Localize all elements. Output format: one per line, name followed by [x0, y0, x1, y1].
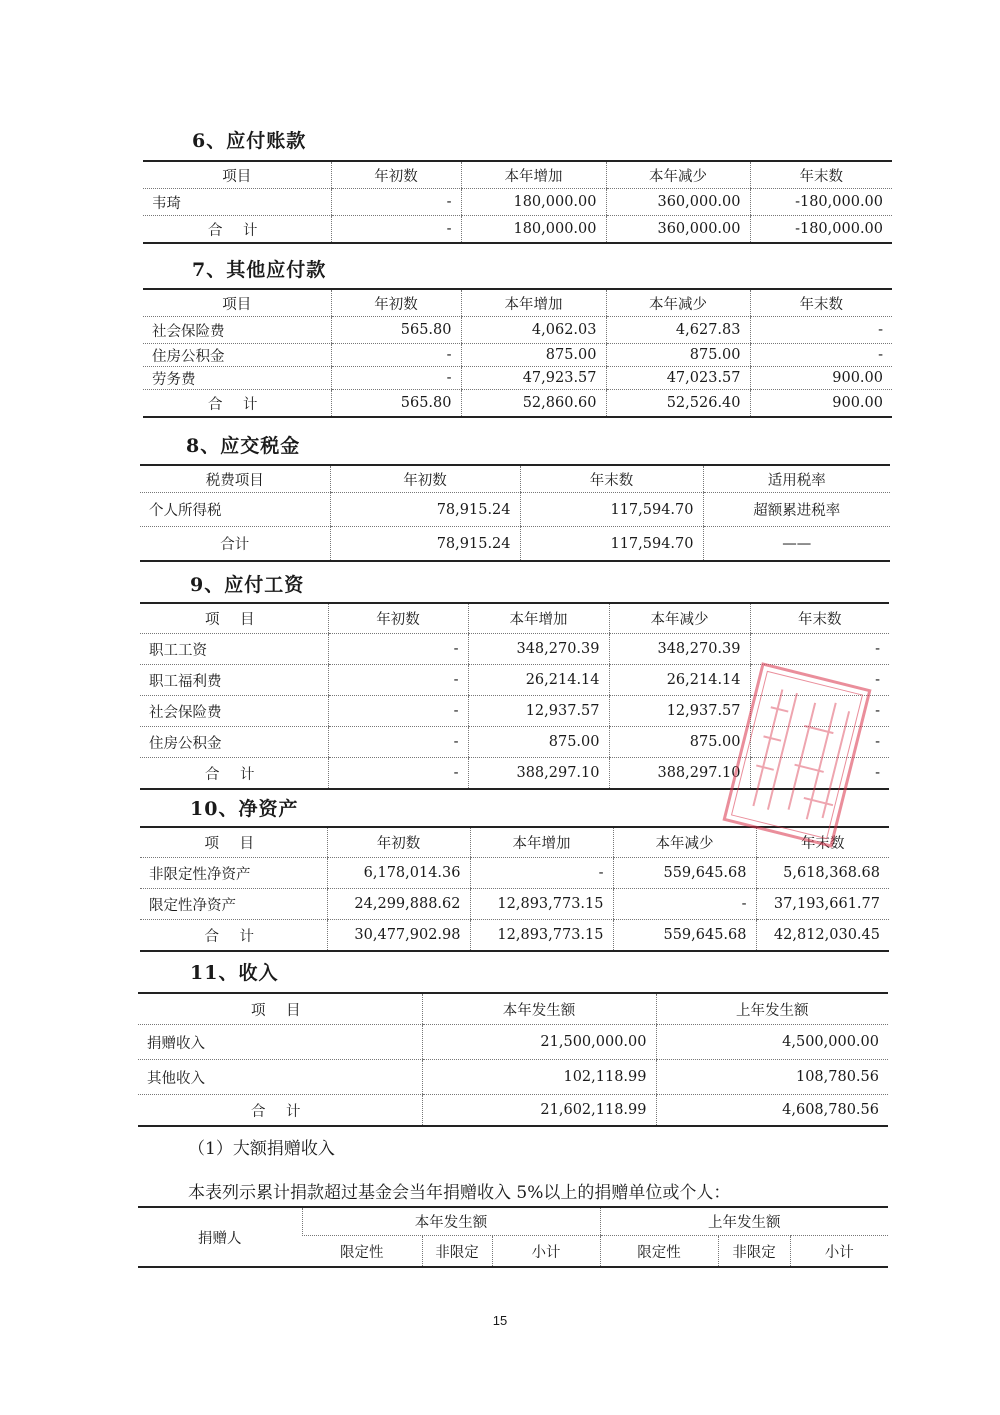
- cell-value: 180,000.00: [461, 189, 606, 216]
- col-header: 小计: [492, 1236, 600, 1268]
- table-row: [140, 493, 890, 527]
- cell-value: 21,500,000.00: [422, 1025, 656, 1060]
- cell-value: 559,645.68: [613, 920, 756, 952]
- cell-value: 47,023.57: [606, 367, 750, 390]
- cell-value: 5,618,368.68: [756, 858, 889, 889]
- cell-value: -: [331, 189, 461, 216]
- col-header: 本年增加: [470, 827, 613, 858]
- cell-value: 108,780.56: [656, 1060, 888, 1095]
- cell-value: -180,000.00: [750, 216, 892, 244]
- col-header: 年初数: [331, 161, 461, 189]
- cell-value: -180,000.00: [750, 189, 892, 216]
- cell-value: 180,000.00: [461, 216, 606, 244]
- col-header: 本年增加: [468, 603, 609, 634]
- table-large-donors: [138, 1206, 888, 1268]
- large-donations-description: 本表列示累计捐款超过基金会当年捐赠收入 5%以上的捐赠单位或个人：: [188, 1183, 731, 1203]
- table-row-total: [140, 758, 889, 790]
- cell-value: -: [328, 696, 468, 727]
- col-header: 本年增加: [461, 289, 606, 317]
- cell-value: -: [750, 758, 889, 790]
- col-header: 项 目: [140, 603, 328, 634]
- section-title-other-payables: 7、其他应付款: [192, 259, 327, 281]
- col-header: 项 目: [138, 993, 422, 1025]
- col-header: 小计: [790, 1236, 888, 1268]
- cell-value: 360,000.00: [606, 189, 750, 216]
- col-header: 非限定: [422, 1236, 492, 1268]
- table-row: [138, 1060, 888, 1095]
- row-label: 合 计: [140, 920, 327, 952]
- col-header: 本年减少: [606, 161, 750, 189]
- table-row-total: [140, 527, 890, 562]
- cell-value: 875.00: [461, 344, 606, 367]
- row-label: 住房公积金: [140, 727, 328, 758]
- col-header-current-year: 本年发生额: [302, 1207, 600, 1236]
- col-header-donor: 捐赠人: [138, 1207, 302, 1267]
- col-header: 项目: [143, 161, 331, 189]
- cell-value: -: [328, 727, 468, 758]
- cell-value: 565.80: [331, 317, 461, 344]
- page-number: 15: [492, 1313, 508, 1328]
- table-row: [140, 889, 889, 920]
- row-label: 限定性净资产: [140, 889, 327, 920]
- cell-value: -: [331, 344, 461, 367]
- cell-value: 388,297.10: [468, 758, 609, 790]
- col-header: 年初数: [327, 827, 470, 858]
- col-header: 项目: [143, 289, 331, 317]
- row-label: 合 计: [140, 758, 328, 790]
- col-header: 年末数: [750, 289, 892, 317]
- table-row-total: [140, 920, 889, 952]
- cell-value: 47,923.57: [461, 367, 606, 390]
- row-label: 合计: [140, 527, 330, 562]
- cell-value: -: [613, 889, 756, 920]
- table-taxes-payable: [140, 464, 890, 562]
- col-header: 项 目: [140, 827, 327, 858]
- row-label: 劳务费: [143, 367, 331, 390]
- row-label: 韦琦: [143, 189, 331, 216]
- col-header: 年初数: [331, 289, 461, 317]
- section-title-net-assets: 10、净资产: [190, 798, 299, 820]
- cell-value: -: [750, 665, 889, 696]
- cell-value: 4,627.83: [606, 317, 750, 344]
- row-label: 捐赠收入: [138, 1025, 422, 1060]
- cell-value: -: [331, 367, 461, 390]
- cell-value: -: [750, 727, 889, 758]
- table-income: [138, 992, 888, 1127]
- subsection-large-donations: （1）大额捐赠收入: [188, 1139, 335, 1159]
- cell-value: 52,860.60: [461, 390, 606, 418]
- col-header: 本年增加: [461, 161, 606, 189]
- cell-value: 360,000.00: [606, 216, 750, 244]
- table-row: [140, 858, 889, 889]
- cell-value: 12,937.57: [468, 696, 609, 727]
- table-row: [143, 189, 892, 216]
- row-label: 合 计: [138, 1095, 422, 1127]
- col-header: 非限定: [718, 1236, 790, 1268]
- table-row: [140, 665, 889, 696]
- table-other-payables: [143, 288, 892, 418]
- cell-value: -: [750, 696, 889, 727]
- table-wages-payable: [140, 602, 889, 790]
- row-label: 职工工资: [140, 634, 328, 665]
- row-label: 社会保险费: [140, 696, 328, 727]
- col-header-previous-year: 上年发生额: [600, 1207, 888, 1236]
- cell-value: -: [331, 216, 461, 244]
- table-row: [140, 696, 889, 727]
- section-title-wages-payable: 9、应付工资: [190, 574, 305, 596]
- col-header: 年初数: [328, 603, 468, 634]
- table-row-total: [138, 1095, 888, 1127]
- cell-value: -: [750, 634, 889, 665]
- cell-value: 30,477,902.98: [327, 920, 470, 952]
- cell-value: -: [328, 634, 468, 665]
- cell-value: 12,893,773.15: [470, 920, 613, 952]
- table-row: [143, 317, 892, 344]
- cell-value: 21,602,118.99: [422, 1095, 656, 1127]
- col-header: 限定性: [600, 1236, 718, 1268]
- row-label: 个人所得税: [140, 493, 330, 527]
- col-header: 本年减少: [613, 827, 756, 858]
- cell-value: 102,118.99: [422, 1060, 656, 1095]
- cell-value: 52,526.40: [606, 390, 750, 418]
- cell-value: -: [328, 758, 468, 790]
- col-header: 年末数: [520, 465, 703, 493]
- col-header: 年初数: [330, 465, 520, 493]
- cell-value: 4,608,780.56: [656, 1095, 888, 1127]
- cell-value: 4,500,000.00: [656, 1025, 888, 1060]
- section-title-accounts-payable: 6、应付账款: [192, 130, 307, 152]
- col-header: 适用税率: [703, 465, 890, 493]
- cell-value: -: [750, 317, 892, 344]
- row-label: 非限定性净资产: [140, 858, 327, 889]
- col-header: 本年发生额: [422, 993, 656, 1025]
- cell-value: 12,893,773.15: [470, 889, 613, 920]
- col-header: 上年发生额: [656, 993, 888, 1025]
- cell-value: 565.80: [331, 390, 461, 418]
- cell-value: 117,594.70: [520, 493, 703, 527]
- cell-value: 117,594.70: [520, 527, 703, 562]
- cell-value: 348,270.39: [468, 634, 609, 665]
- cell-value: 24,299,888.62: [327, 889, 470, 920]
- table-net-assets: [140, 826, 889, 952]
- table-row-total: [143, 390, 892, 418]
- cell-value: 26,214.14: [468, 665, 609, 696]
- table-row: [143, 367, 892, 390]
- col-header: 本年减少: [609, 603, 750, 634]
- row-label: 其他收入: [138, 1060, 422, 1095]
- cell-value: 超额累进税率: [703, 493, 890, 527]
- table-row: [143, 344, 892, 367]
- cell-value: 12,937.57: [609, 696, 750, 727]
- col-header: 限定性: [302, 1236, 422, 1268]
- cell-value: 37,193,661.77: [756, 889, 889, 920]
- table-row: [138, 1025, 888, 1060]
- cell-value: 42,812,030.45: [756, 920, 889, 952]
- cell-value: ——: [703, 527, 890, 562]
- col-header: 税费项目: [140, 465, 330, 493]
- table-row: [140, 634, 889, 665]
- cell-value: 900.00: [750, 367, 892, 390]
- row-label: 住房公积金: [143, 344, 331, 367]
- cell-value: 6,178,014.36: [327, 858, 470, 889]
- col-header: 本年减少: [606, 289, 750, 317]
- section-title-taxes-payable: 8、应交税金: [186, 435, 301, 457]
- cell-value: 875.00: [606, 344, 750, 367]
- row-label: 职工福利费: [140, 665, 328, 696]
- cell-value: -: [328, 665, 468, 696]
- cell-value: 78,915.24: [330, 527, 520, 562]
- table-accounts-payable: [143, 160, 892, 244]
- cell-value: 348,270.39: [609, 634, 750, 665]
- row-label: 合 计: [143, 390, 331, 418]
- cell-value: 559,645.68: [613, 858, 756, 889]
- col-header: 年末数: [750, 603, 889, 634]
- cell-value: -: [470, 858, 613, 889]
- cell-value: 875.00: [609, 727, 750, 758]
- col-header: 年末数: [750, 161, 892, 189]
- table-row: [140, 727, 889, 758]
- col-header: 年末数: [756, 827, 889, 858]
- row-label: 合 计: [143, 216, 331, 244]
- cell-value: 26,214.14: [609, 665, 750, 696]
- cell-value: 4,062.03: [461, 317, 606, 344]
- row-label: 社会保险费: [143, 317, 331, 344]
- cell-value: -: [750, 344, 892, 367]
- section-title-income: 11、收入: [190, 962, 279, 984]
- table-row-total: [143, 216, 892, 244]
- cell-value: 78,915.24: [330, 493, 520, 527]
- cell-value: 875.00: [468, 727, 609, 758]
- cell-value: 388,297.10: [609, 758, 750, 790]
- cell-value: 900.00: [750, 390, 892, 418]
